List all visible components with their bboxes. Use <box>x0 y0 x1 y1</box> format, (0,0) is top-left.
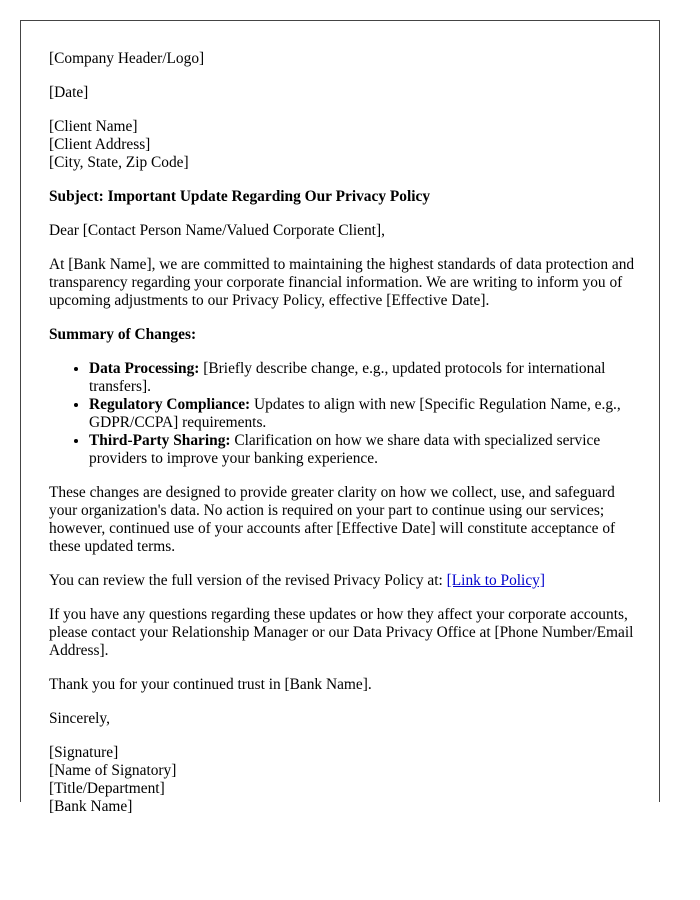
list-item <box>89 360 639 396</box>
closing: Sincerely, <box>49 710 110 727</box>
signature-line: [Signature] <box>49 744 119 761</box>
change-title: Third-Party Sharing: <box>89 432 231 449</box>
policy-link[interactable]: [Link to Policy] <box>446 572 545 589</box>
salutation: Dear [Contact Person Name/Valued Corporate Client], <box>49 222 385 239</box>
subject-line: Subject: Important Update Regarding Our Privacy Policy <box>49 188 431 205</box>
recipient-block <box>49 118 639 172</box>
company-header: [Company Header/Logo] <box>49 50 205 67</box>
changes-list <box>49 360 639 468</box>
clarity-paragraph: These changes are designed to provide greater clarity on how we collect, use, and safeguard your organization's data. No action is required on your part to continue using our services; however, continued use of your accounts after [Effective Date] will constitute acceptance of these updated terms. <box>49 484 616 555</box>
letter-date: [Date] <box>49 84 89 101</box>
signatory-title: [Title/Department] <box>49 780 165 797</box>
intro-paragraph: At [Bank Name], we are committed to maintaining the highest standards of data protection and transparency regarding your corporate financial information. We are writing to inform you of upcoming adjustments to our Privacy Policy, effective [Effective Date]. <box>49 256 635 309</box>
letter-body <box>49 50 639 832</box>
change-text: Updates to align with new [Specific Regulation Name, e.g., GDPR/CCPA] requirements. <box>89 396 621 431</box>
signature-block <box>49 744 639 816</box>
questions-paragraph: If you have any questions regarding these updates or how they affect your corporate accounts, please contact your Relationship Manager or our Data Privacy Office at [Phone Number/Email Address]. <box>49 606 634 659</box>
change-title: Regulatory Compliance: <box>89 396 251 413</box>
signatory-bank: [Bank Name] <box>49 798 133 815</box>
client-city: [City, State, Zip Code] <box>49 154 189 171</box>
client-address: [Client Address] <box>49 136 151 153</box>
change-title: Data Processing: <box>89 360 200 377</box>
list-item <box>89 396 639 432</box>
thanks-paragraph: Thank you for your continued trust in [Bank Name]. <box>49 676 372 693</box>
summary-heading: Summary of Changes: <box>49 326 197 343</box>
list-item <box>89 432 639 468</box>
client-name: [Client Name] <box>49 118 138 135</box>
review-paragraph <box>49 572 639 590</box>
signatory-name: [Name of Signatory] <box>49 762 177 779</box>
change-text: Clarification on how we share data with specialized service providers to improve your banking experience. <box>89 432 601 467</box>
letter-page <box>20 20 660 815</box>
change-text: [Briefly describe change, e.g., updated protocols for international transfers]. <box>89 360 606 395</box>
review-text: You can review the full version of the revised Privacy Policy at: <box>49 572 447 589</box>
